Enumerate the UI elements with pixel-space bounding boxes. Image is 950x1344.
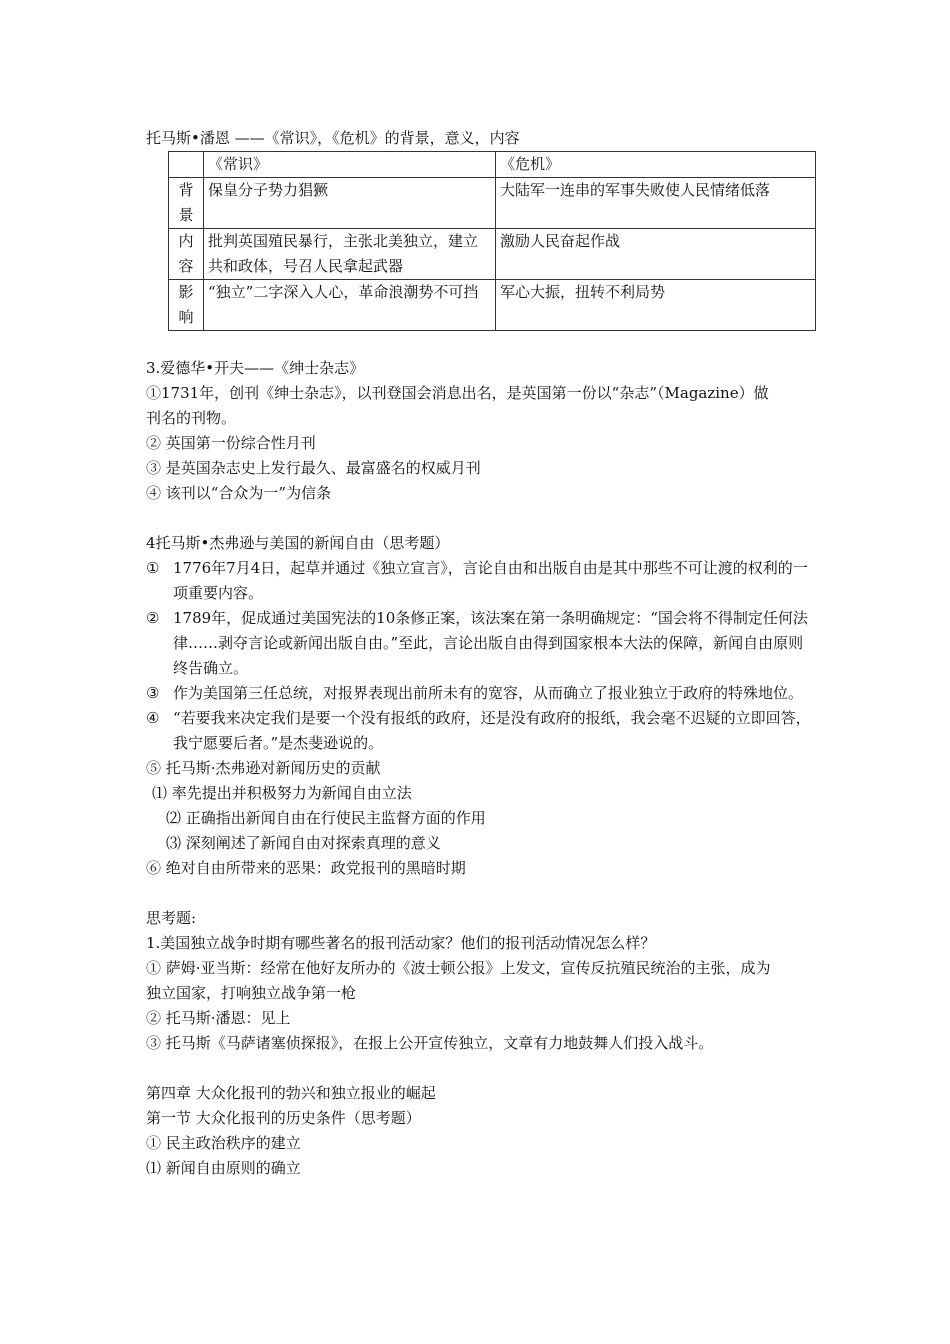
question: 1.美国独立战争时期有哪些著名的报刊活动家？他们的报刊活动情况怎么样？ <box>146 934 656 952</box>
item-number: ④ <box>146 709 160 727</box>
table-cell: 批判英国殖民暴行，主张北美独立，建立共和政体，号召人民拿起武器 <box>204 229 496 280</box>
comparison-table <box>168 151 816 331</box>
table-cell: 保皇分子势力猖獗 <box>204 178 496 229</box>
answer-line: ③ 托马斯《马萨诸塞侦探报》，在报上公开宣传独立，文章有力地鼓舞人们投入战斗。 <box>146 1034 714 1052</box>
table-row <box>169 178 816 229</box>
list-item: ③ 是英国杂志史上发行最久、最富盛名的权威月刊 <box>146 459 481 477</box>
list-item: 刊名的刊物。 <box>146 409 237 427</box>
table-header-common-sense: 《常识》 <box>204 152 496 178</box>
item-text: 1789年，促成通过美国宪法的10条修正案，该法案在第一条明确规定：“国会将不得制定任何法律……剥夺言论或新闻出版自由。”至此，言论出版自由得到国家根本大法的保障，新闻自由原则终告确立。 <box>173 609 808 677</box>
table-cell: 军心大振，扭转不利局势 <box>496 280 816 331</box>
list-item: ① 民主政治秩序的建立 <box>146 1134 301 1152</box>
table-row <box>169 280 816 331</box>
table-cell: “独立”二字深入人心，革命浪潮势不可挡 <box>204 280 496 331</box>
document-page <box>146 120 816 1181</box>
table-corner-cell <box>169 152 204 178</box>
answer-line: ② 托马斯·潘恩：见上 <box>146 1009 291 1027</box>
table-cell: 大陆军一连串的军事失败使人民情绪低落 <box>496 178 816 229</box>
row-label-impact: 影响 <box>169 280 204 331</box>
table-cell: 激励人民奋起作战 <box>496 229 816 280</box>
sub-list-item: ⑴ 新闻自由原则的确立 <box>146 1159 301 1177</box>
chapter-title: 第四章 大众化报刊的勃兴和独立报业的崛起 <box>146 1084 436 1102</box>
item-number: ③ <box>146 684 160 702</box>
section-title-jefferson: 4托马斯•杰弗逊与美国的新闻自由（思考题） <box>146 534 450 552</box>
questions-heading: 思考题: <box>146 909 197 927</box>
table-header-crisis: 《危机》 <box>496 152 816 178</box>
item-text: “若要我来决定我们是要一个没有报纸的政府，还是没有政府的报纸，我会毫不迟疑的立即回答，我宁愿要后者。”是杰斐逊说的。 <box>173 709 811 752</box>
item-text: 1776年7月4日，起草并通过《独立宣言》，言论自由和出版自由是其中那些不可让渡的权利的一项重要内容。 <box>173 559 808 602</box>
item-number: ① <box>146 559 160 577</box>
list-item: ② 英国第一份综合性月刊 <box>146 434 316 452</box>
list-item <box>146 681 816 706</box>
answer-line: ① 萨姆·亚当斯：经常在他好友所办的《波士顿公报》上发文，宣传反抗殖民统治的主张，成为 <box>146 959 771 977</box>
table-row <box>169 229 816 280</box>
sub-list-item: ⑶ 深刻阐述了新闻自由对探索真理的意义 <box>166 834 441 852</box>
sub-list-item: ⑵ 正确指出新闻自由在行使民主监督方面的作用 <box>166 809 486 827</box>
sub-list-item: ⑴ 率先提出并积极努力为新闻自由立法 <box>152 784 412 802</box>
answer-line: 独立国家，打响独立战争第一枪 <box>146 984 357 1002</box>
table-header-row <box>169 152 816 178</box>
list-item: ④ 该刊以“合众为一”为信条 <box>146 484 332 502</box>
list-item <box>146 706 816 756</box>
row-label-content: 内容 <box>169 229 204 280</box>
item-text: 作为美国第三任总统，对报界表现出前所未有的宽容，从而确立了报业独立于政府的特殊地位。 <box>173 684 804 702</box>
list-item: ⑥ 绝对自由所带来的恶果：政党报刊的黑暗时期 <box>146 859 466 877</box>
list-item: ①1731年，创刊《绅士杂志》，以刊登国会消息出名，是英国第一份以“杂志”（Magazine）做 <box>146 384 769 402</box>
item-number: ② <box>146 609 160 627</box>
list-item <box>146 606 816 681</box>
section-heading: 第一节 大众化报刊的历史条件（思考题） <box>146 1109 421 1127</box>
row-label-background: 背景 <box>169 178 204 229</box>
section-title-cave: 3.爱德华•开夫——《绅士杂志》 <box>146 359 365 377</box>
section-title-paine: 托马斯•潘恩 ——《常识》，《危机》的背景，意义，内容 <box>146 129 520 147</box>
list-item: ⑤ 托马斯·杰弗逊对新闻历史的贡献 <box>146 759 381 777</box>
list-item <box>146 556 816 606</box>
